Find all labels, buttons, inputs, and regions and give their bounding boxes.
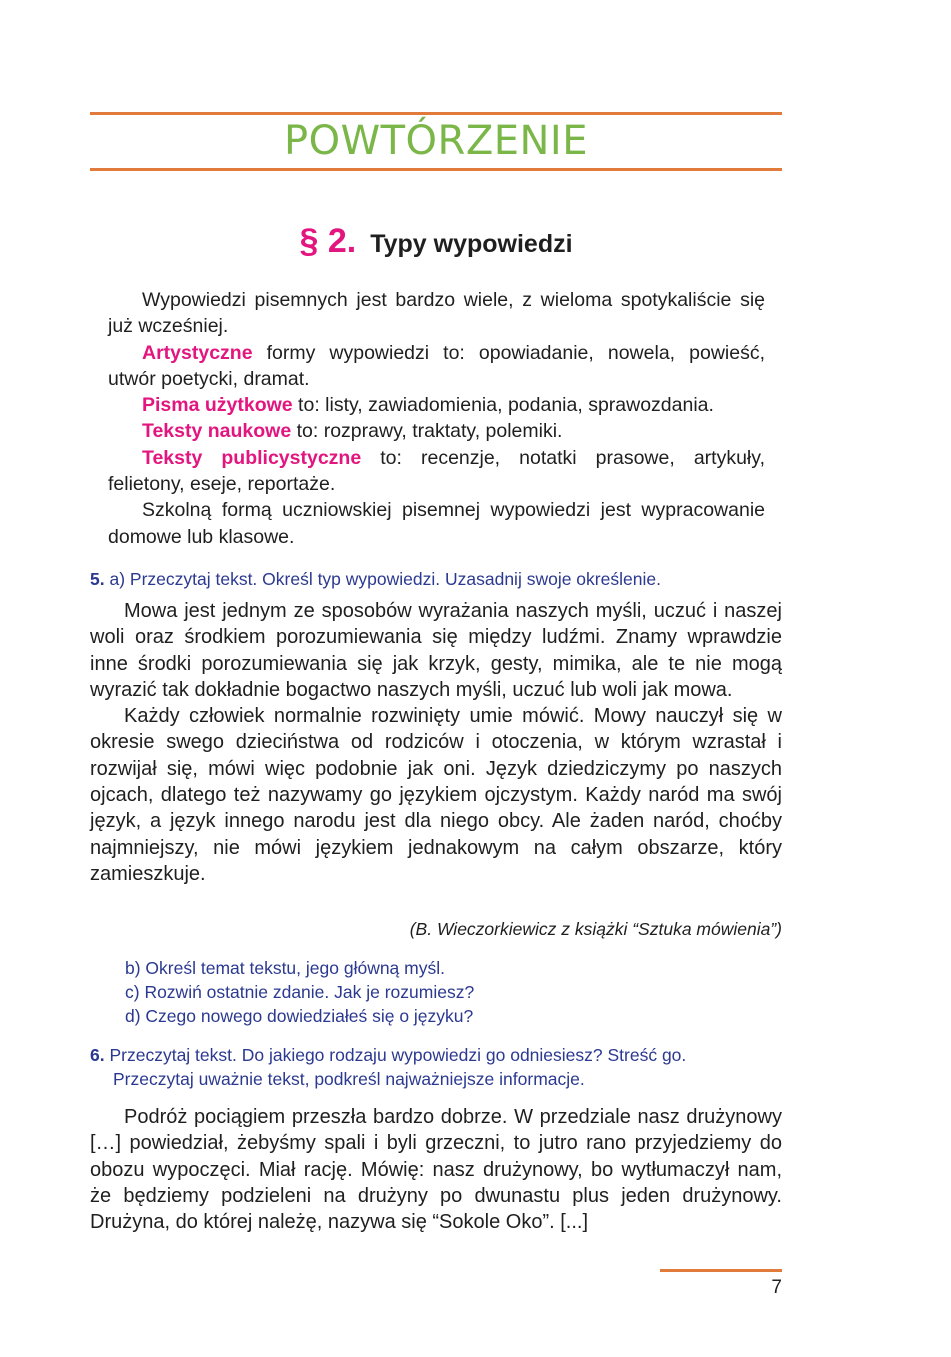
subtask-d: d) Czego nowego dowiedziałeś się o języku? [125,1006,474,1026]
section-heading [90,222,782,261]
exercise-text: Przeczytaj tekst. Do jakiego rodzaju wypowiedzi go odniesiesz? Streść go. [104,1045,687,1065]
intro-paragraph [108,418,765,444]
subtask-b: b) Określ temat tekstu, jego główną myśl. [125,958,445,978]
exercise-number: 5. [90,569,105,589]
exercise-5-reading-text [90,598,782,887]
section-number: § 2. [299,222,357,260]
footer-rule [660,1269,782,1272]
exercise-5-subtasks [125,956,782,1028]
header-rule-bottom [90,168,782,171]
subtask-c: c) Rozwiń ostatnie zdanie. Jak je rozumiesz? [125,982,475,1002]
exercise-6-reading-text [90,1104,782,1235]
term-highlight: Teksty publicystyczne [142,446,362,469]
term-definition: to: listy, zawiadomienia, podania, sprawozdania. [292,394,714,417]
page-number: 7 [771,1277,782,1298]
exercise-text: a) Przeczytaj tekst. Określ typ wypowiedzi. Uzasadnij swoje określenie. [104,569,661,589]
exercise-6-instruction [90,1043,782,1091]
intro-paragraph [108,392,765,418]
intro-paragraph: Szkolną formą uczniowskiej pisemnej wypowiedzi jest wypracowanie domowe lub klasowe. [108,499,765,548]
citation: (B. Wieczorkiewicz z książki “Sztuka mówienia”) [409,919,782,939]
intro-paragraph: Wypowiedzi pisemnych jest bardzo wiele, z wieloma spotykaliście się już wcześniej. [108,289,765,338]
term-highlight: Artystyczne [142,341,253,364]
term-definition: to: recenzje, notatki prasowe, artykuły, felietony, eseje, reportaże. [108,446,765,496]
reading-paragraph: Mowa jest jednym ze sposobów wyrażania naszych myśli, uczuć i naszej woli oraz środkiem porozumiewania się między ludźmi. Znamy wprawdzie inne środki porozumiewania się jak krzyk, gesty, mimika, ale te nie mogą wyrazić tak dokładnie bogactwo naszych myśli, uczuć lub woli jak mowa. [90,600,782,701]
exercise-5-instruction [90,567,782,591]
reading-paragraph: Podróż pociągiem przeszła bardzo dobrze. W przedziale nasz drużynowy […] powiedział, żebyśmy spali i byli grzeczni, to jutro rano przyjedziemy do obozu wypoczęci. Miał rację. Mówię: nasz drużynowy, bo wytłumaczył nam, że będziemy podzieleni na drużyny po dwunastu plus jeden drużynowy. Drużyna, do której należę, nazywa się “Sokole Oko”. [...] [90,1106,782,1234]
intro-text [108,287,765,550]
term-highlight: Pisma użytkowe [142,394,293,417]
intro-paragraph [108,445,765,498]
exercise-number: 6. [90,1045,105,1065]
header-rule-top [90,112,782,115]
term-highlight: Teksty naukowe [142,420,292,443]
reading-paragraph: Każdy człowiek normalnie rozwinięty umie mówić. Mowy nauczył się w okresie swego dzieciństwa od rodziców i otoczenia, w którym wzrastał i rozwijał się, mówi więc podobnie jak oni. Język dziedziczymy po naszych ojcach, dlatego też nazywamy go językiem ojczystym. Każdy naród ma swój język, a język innego narodu jest dla niego obcy. Ale żaden naród, choćby najmniejszy, nie mówi językiem jednakowym na całym obszarze, który zamieszkuje. [90,705,782,885]
term-definition: to: rozprawy, traktaty, polemiki. [291,420,563,443]
exercise-text-line2: Przeczytaj uważnie tekst, podkreśl najważniejsze informacje. [113,1069,585,1089]
section-title: Typy wypowiedzi [370,230,573,258]
term-definition: formy wypowiedzi to: opowiadanie, nowela, powieść, utwór poetycki, dramat. [108,341,765,390]
intro-paragraph [108,340,765,393]
page-header-title: POWTÓRZENIE [283,118,589,164]
